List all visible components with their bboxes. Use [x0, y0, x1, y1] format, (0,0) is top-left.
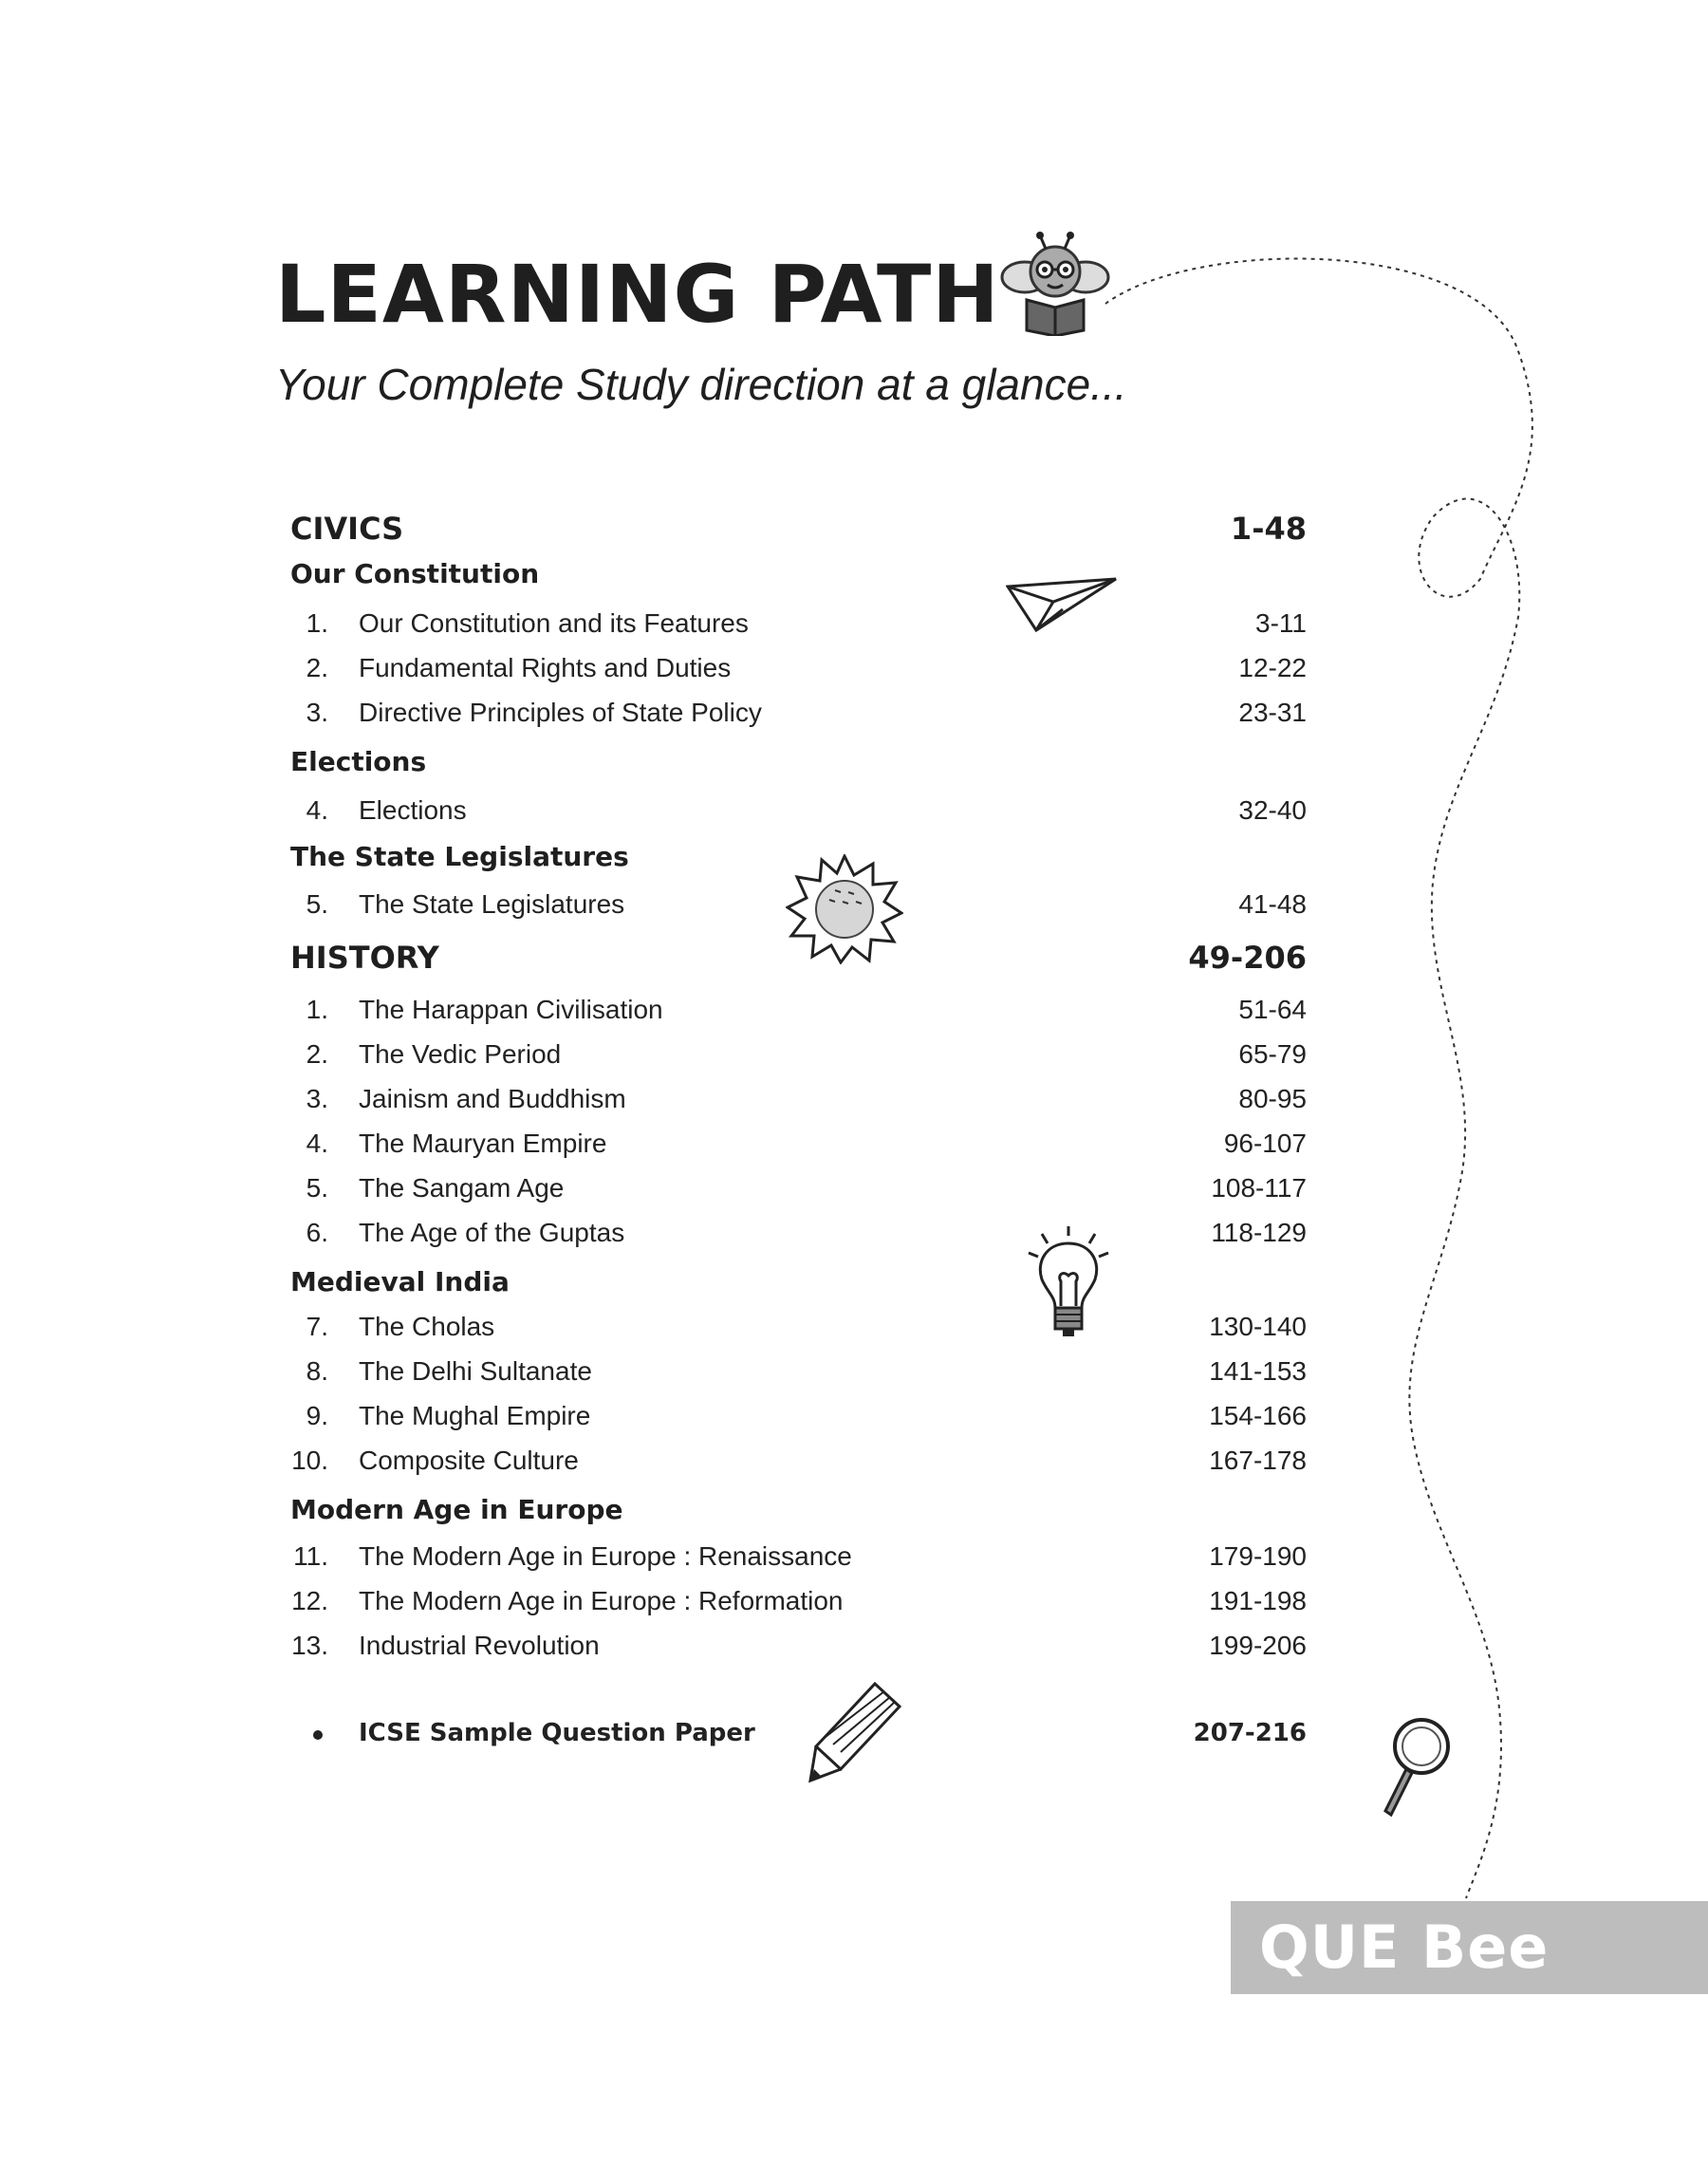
- toc-entry: [0, 698, 1708, 743]
- entry-pages: 179-190: [1209, 1541, 1307, 1571]
- entry-title: Industrial Revolution: [359, 1631, 600, 1660]
- toc-entry: [0, 1586, 1708, 1632]
- entry-number: 4.: [306, 1129, 328, 1158]
- civics-section-heading: [0, 511, 1708, 556]
- entry-number: 5.: [306, 889, 328, 919]
- entry-title: The Modern Age in Europe : Reformation: [359, 1586, 844, 1615]
- toc-entry: [0, 1312, 1708, 1357]
- entry-pages: 80-95: [1238, 1084, 1307, 1113]
- entry-title: Our Constitution and its Features: [359, 608, 749, 638]
- entry-title: ICSE Sample Question Paper: [359, 1719, 755, 1747]
- entry-pages: 141-153: [1209, 1356, 1307, 1386]
- entry-title: The Vedic Period: [359, 1039, 562, 1069]
- entry-title: The Mughal Empire: [359, 1401, 591, 1430]
- entry-pages: 154-166: [1209, 1401, 1307, 1430]
- entry-number: 8.: [306, 1356, 328, 1386]
- entry-title: Elections: [359, 795, 467, 825]
- section-title: CIVICS: [290, 511, 404, 547]
- entry-title: The Age of the Guptas: [359, 1218, 625, 1247]
- subsection-heading: [0, 1494, 1708, 1539]
- entry-number: 1.: [306, 608, 328, 638]
- entry-pages: 108-117: [1211, 1173, 1307, 1203]
- entry-number: 12.: [291, 1586, 328, 1615]
- bee-reading-icon: [998, 232, 1112, 336]
- toc-entry: [0, 889, 1708, 935]
- entry-number: 1.: [306, 995, 328, 1024]
- toc-entry: [0, 1173, 1708, 1219]
- entry-pages: 199-206: [1209, 1631, 1307, 1660]
- entry-pages: 51-64: [1238, 995, 1307, 1024]
- subsection-title: Modern Age in Europe: [290, 1494, 623, 1525]
- entry-pages: 167-178: [1209, 1446, 1307, 1475]
- subsection-heading: [0, 746, 1708, 792]
- sample-paper-entry: [0, 1719, 1708, 1764]
- entry-title: The Cholas: [359, 1312, 495, 1341]
- toc-entry: [0, 795, 1708, 841]
- entry-number: 2.: [306, 653, 328, 682]
- entry-pages: 3-11: [1255, 608, 1307, 638]
- section-pages: 1-48: [1230, 511, 1307, 547]
- entry-pages: 130-140: [1209, 1312, 1307, 1341]
- entry-title: Fundamental Rights and Duties: [359, 653, 732, 682]
- history-section-heading: [0, 940, 1708, 985]
- entry-number: 6.: [306, 1218, 328, 1247]
- entry-title: The Mauryan Empire: [359, 1129, 607, 1158]
- entry-number: 7.: [306, 1312, 328, 1341]
- toc-entry: [0, 1541, 1708, 1587]
- entry-number: 3.: [306, 698, 328, 727]
- toc-entry: [0, 1084, 1708, 1129]
- section-pages: 49-206: [1188, 940, 1307, 976]
- subsection-title: Our Constitution: [290, 558, 540, 589]
- entry-number: 3.: [306, 1084, 328, 1113]
- entry-title: Directive Principles of State Policy: [359, 698, 762, 727]
- toc-entry: [0, 1039, 1708, 1085]
- entry-title: The Harappan Civilisation: [359, 995, 663, 1024]
- toc-entry: [0, 608, 1708, 654]
- subsection-title: Medieval India: [290, 1266, 510, 1297]
- toc-entry: [0, 1218, 1708, 1263]
- brand-logo-text: QUE Bee: [1259, 1912, 1550, 1982]
- subsection-title: Elections: [290, 746, 427, 777]
- entry-number: 5.: [306, 1173, 328, 1203]
- entry-pages: 65-79: [1238, 1039, 1307, 1069]
- entry-number: 9.: [306, 1401, 328, 1430]
- entry-number: 11.: [293, 1541, 328, 1571]
- entry-title: Jainism and Buddhism: [359, 1084, 626, 1113]
- page-title: LEARNING PATH: [275, 248, 1000, 341]
- bullet-icon: [313, 1730, 323, 1740]
- entry-pages: 41-48: [1238, 889, 1307, 919]
- entry-title: Composite Culture: [359, 1446, 579, 1475]
- subsection-heading: [0, 1266, 1708, 1312]
- entry-pages: 191-198: [1209, 1586, 1307, 1615]
- entry-pages: 207-216: [1193, 1719, 1307, 1747]
- entry-number: 13.: [291, 1631, 328, 1660]
- subsection-heading: [0, 841, 1708, 886]
- section-title: HISTORY: [290, 940, 439, 976]
- entry-pages: 23-31: [1238, 698, 1307, 727]
- entry-pages: 12-22: [1238, 653, 1307, 682]
- entry-title: The Modern Age in Europe : Renaissance: [359, 1541, 852, 1571]
- entry-number: 10.: [291, 1446, 328, 1475]
- toc-entry: [0, 1129, 1708, 1174]
- entry-number: 2.: [306, 1039, 328, 1069]
- entry-title: The Delhi Sultanate: [359, 1356, 592, 1386]
- entry-number: 4.: [306, 795, 328, 825]
- entry-pages: 96-107: [1223, 1129, 1307, 1158]
- subsection-title: The State Legislatures: [290, 841, 629, 872]
- entry-title: The Sangam Age: [359, 1173, 565, 1203]
- brand-banner: [1231, 1901, 1708, 1994]
- entry-title: The State Legislatures: [359, 889, 625, 919]
- entry-pages: 32-40: [1238, 795, 1307, 825]
- toc-entry: [0, 653, 1708, 699]
- subsection-heading: [0, 558, 1708, 604]
- toc-entry: [0, 1401, 1708, 1446]
- entry-pages: 118-129: [1211, 1218, 1307, 1247]
- toc-entry: [0, 1631, 1708, 1676]
- toc-entry: [0, 995, 1708, 1040]
- toc-entry: [0, 1356, 1708, 1402]
- toc-entry: [0, 1446, 1708, 1491]
- page-subtitle: Your Complete Study direction at a glance...: [275, 360, 1127, 409]
